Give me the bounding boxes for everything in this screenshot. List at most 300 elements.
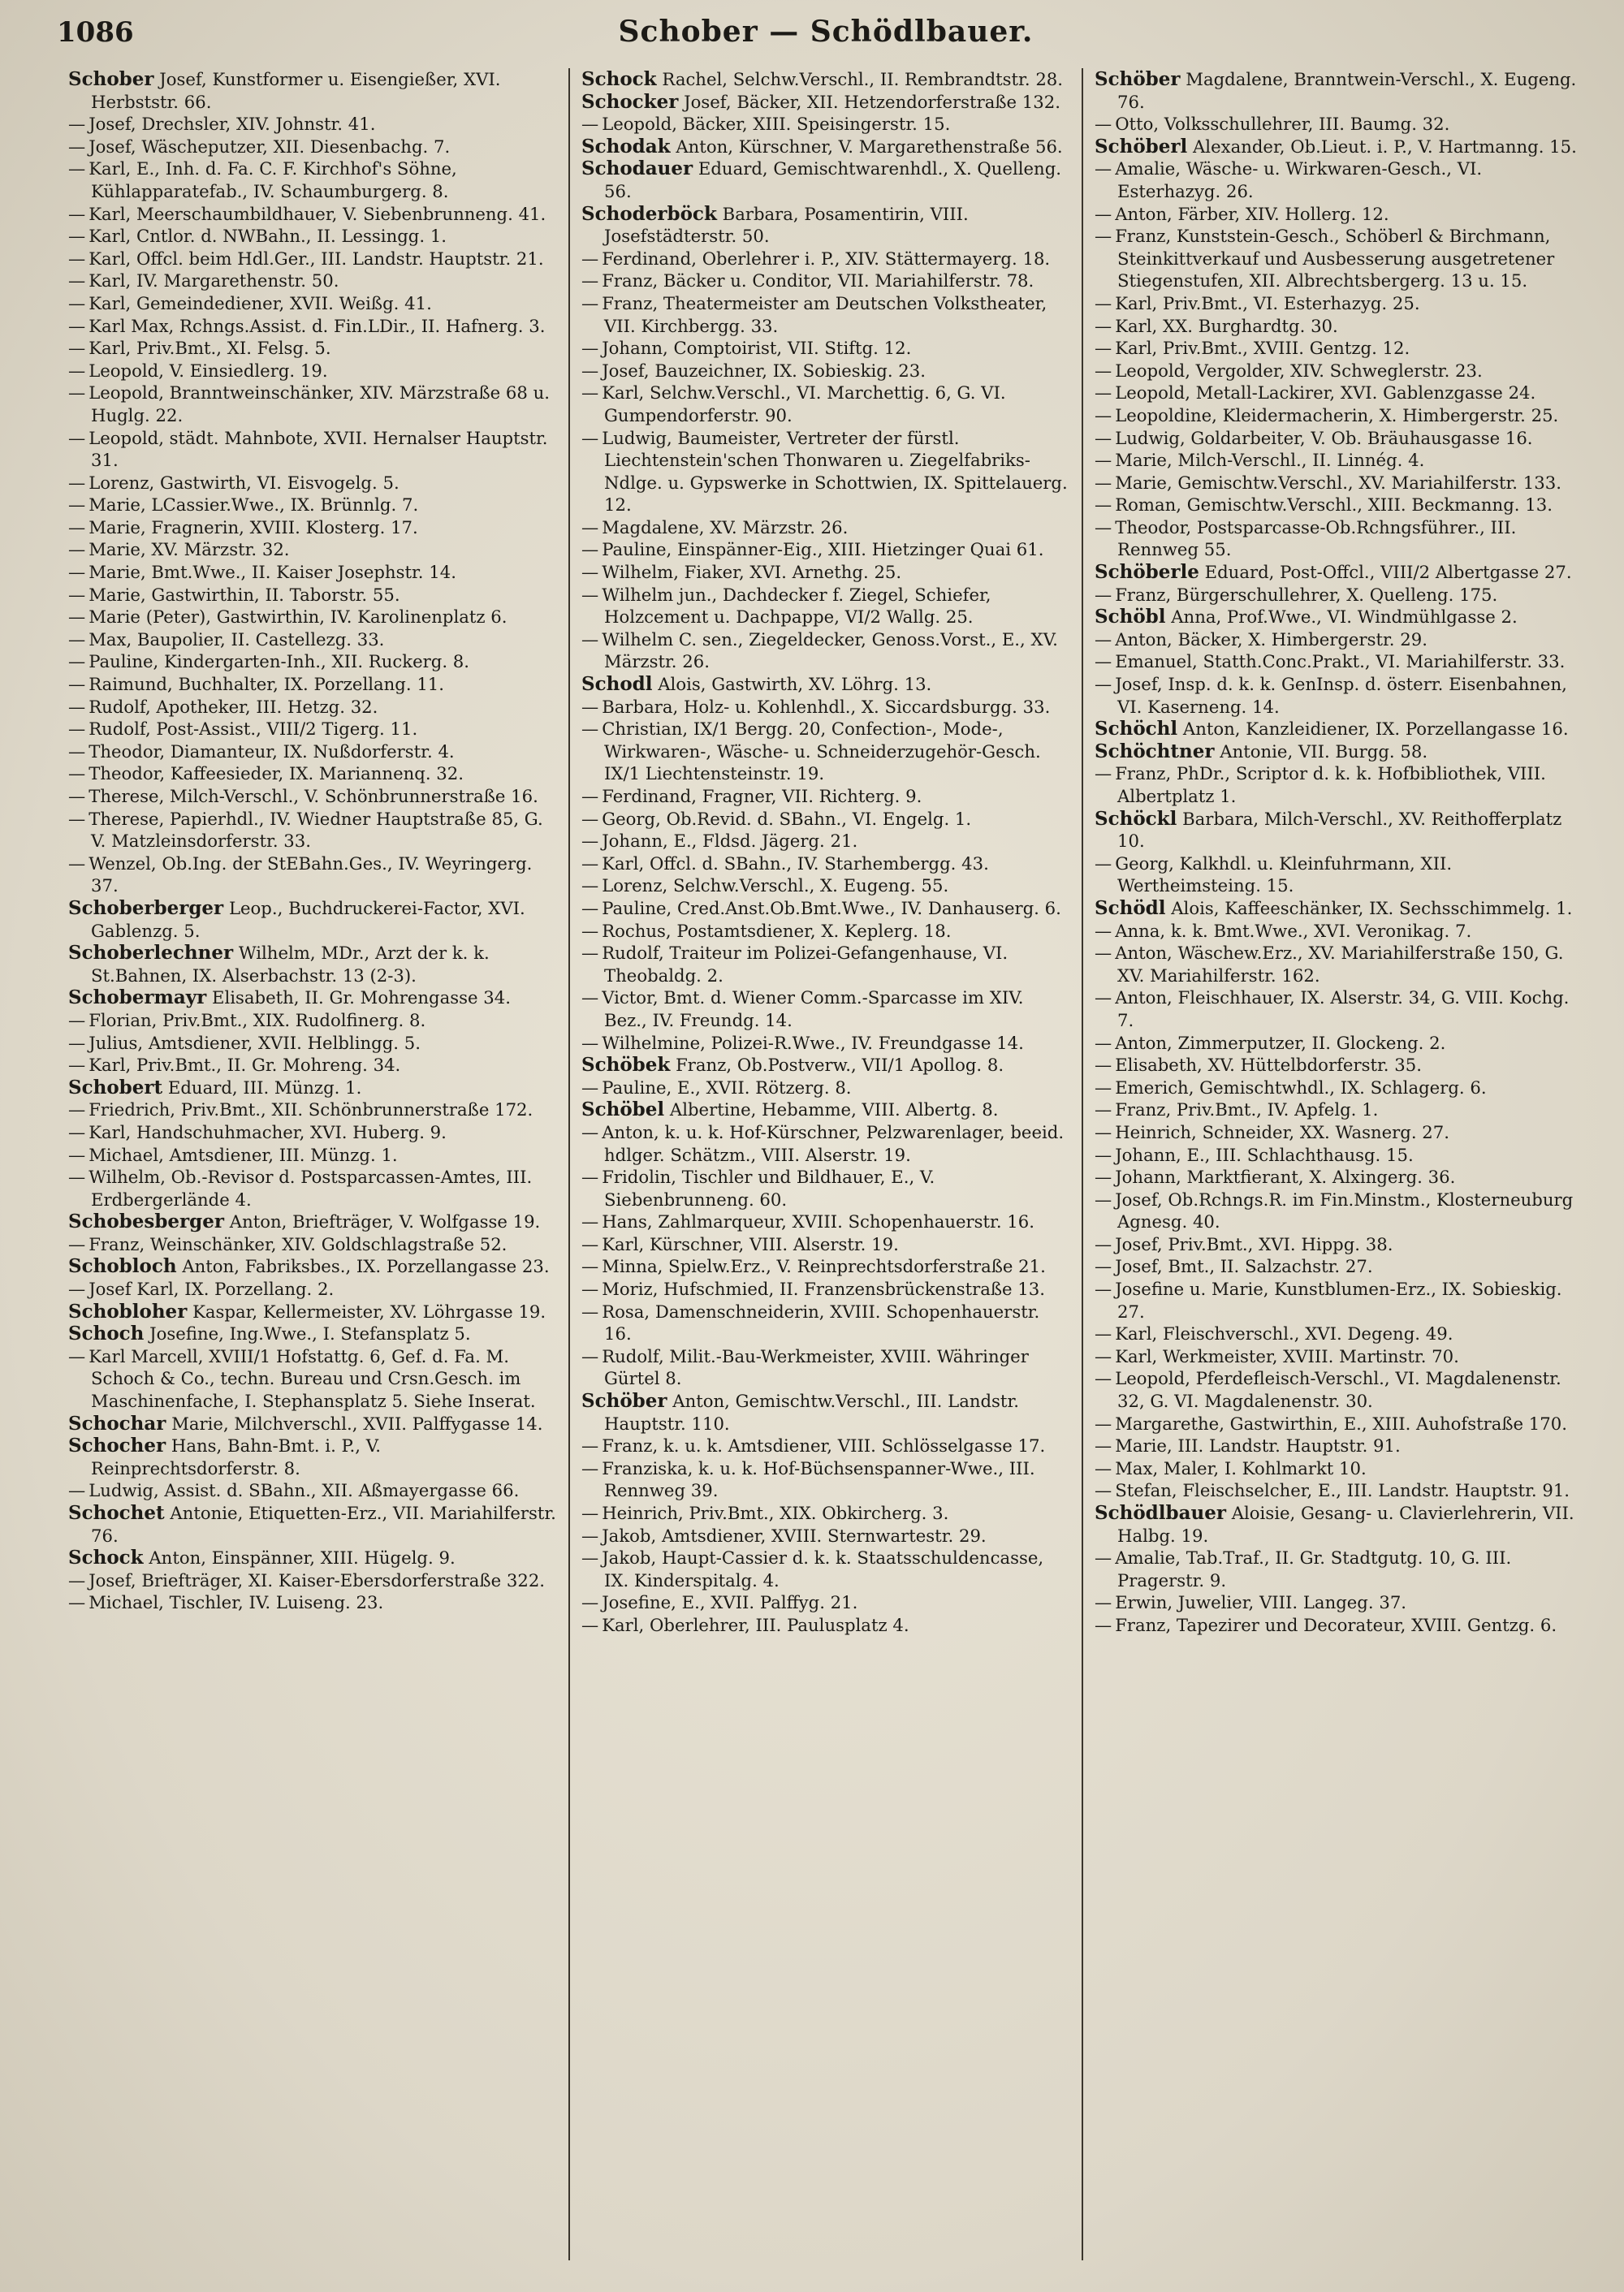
directory-entry	[68, 113, 557, 136]
entry-text: Rachel, Selchw.Verschl., II. Rembrandtstr. 28.	[662, 69, 1064, 89]
entry-dash: —	[581, 1233, 599, 1254]
directory-entry	[581, 248, 1070, 270]
entry-text: Lorenz, Gastwirth, VI. Eisvogelg. 5.	[89, 472, 400, 493]
entry-text: Karl, XX. Burghardtg. 30.	[1115, 315, 1338, 336]
directory-entry	[1095, 920, 1583, 943]
entry-dash: —	[68, 719, 86, 740]
entry-dash: —	[1095, 292, 1112, 313]
directory-entry	[1095, 113, 1583, 136]
entry-text: Wilhelm C. sen., Ziegeldecker, Genoss.Vorst., E., XV. Märzstr. 26.	[602, 628, 1058, 672]
entry-dash: —	[1095, 427, 1112, 448]
entry-dash: —	[1095, 651, 1112, 672]
entry-text: Raimund, Buchhalter, IX. Porzellang. 11.	[89, 674, 445, 695]
entry-text: Josef Karl, IX. Porzellang. 2.	[89, 1279, 335, 1300]
directory-entry	[1095, 673, 1583, 718]
column-2	[568, 68, 1082, 2260]
entry-dash: —	[1095, 1233, 1112, 1254]
entry-text: Marie, Bmt.Wwe., II. Kaiser Josephstr. 14.	[89, 562, 456, 583]
entry-surname: Schöber	[1095, 68, 1181, 90]
directory-entry	[68, 1569, 557, 1592]
directory-entry	[68, 606, 557, 628]
directory-entry	[68, 158, 557, 202]
entry-dash: —	[581, 114, 599, 135]
entry-dash: —	[581, 875, 599, 896]
entry-dash: —	[68, 248, 86, 269]
entry-dash: —	[1095, 674, 1112, 695]
directory-entry	[1095, 1614, 1583, 1637]
directory-entry	[68, 673, 557, 696]
entry-dash: —	[68, 1009, 86, 1030]
entry-text: Jakob, Haupt-Cassier d. k. k. Staatsschuldencasse, IX. Kinderspitalg. 4.	[602, 1547, 1044, 1591]
directory-entry	[68, 762, 557, 785]
directory-entry	[581, 1278, 1070, 1301]
entry-dash: —	[1095, 1368, 1112, 1389]
entry-dash: —	[581, 1345, 599, 1366]
entry-dash: —	[1095, 1077, 1112, 1098]
directory-entry	[1095, 897, 1583, 920]
entry-text: Elisabeth, XV. Hüttelbdorferstr. 35.	[1115, 1055, 1422, 1076]
entry-dash: —	[1095, 852, 1112, 874]
entry-surname: Schochet	[68, 1502, 165, 1524]
entry-dash: —	[1095, 472, 1112, 493]
entry-surname: Schöchl	[1095, 718, 1178, 740]
entry-dash: —	[1095, 1435, 1112, 1457]
entry-text: Karl, Kürschner, VIII. Alserstr. 19.	[602, 1233, 899, 1254]
column-3	[1082, 68, 1595, 2260]
entry-text: Leopoldine, Kleidermacherin, X. Himbergerstr. 25.	[1115, 404, 1559, 425]
entry-text: Alois, Kaffeeschänker, IX. Sechsschimmelg. 1.	[1171, 897, 1573, 918]
entry-dash: —	[581, 1121, 599, 1142]
entry-dash: —	[1095, 114, 1112, 135]
entry-text: Johann, Comptoirist, VII. Stiftg. 12.	[602, 338, 912, 359]
directory-entry	[68, 427, 557, 472]
entry-text: Karl, Priv.Bmt., XI. Felsg. 5.	[89, 338, 331, 359]
entry-text: Marie (Peter), Gastwirthin, IV. Karolinenplatz 6.	[89, 606, 508, 628]
entry-dash: —	[581, 1503, 599, 1523]
entry-dash: —	[1095, 1121, 1112, 1142]
directory-entry	[581, 1121, 1070, 1166]
entry-text: Ludwig, Assist. d. SBahn., XII. Aßmayergasse 66.	[89, 1480, 520, 1501]
entry-dash: —	[1095, 1099, 1112, 1120]
entry-text: Josef, Insp. d. k. k. GenInsp. d. österr. Eisenbahnen, VI. Kaserneng. 14.	[1115, 674, 1567, 717]
entry-dash: —	[581, 270, 599, 291]
entry-dash: —	[1095, 763, 1112, 784]
entry-text: Josef, Wäscheputzer, XII. Diesenbachg. 7.	[89, 136, 451, 157]
directory-entry	[68, 472, 557, 494]
entry-surname: Schoberlechner	[68, 942, 234, 965]
directory-entry	[581, 584, 1070, 628]
directory-entry	[581, 1591, 1070, 1614]
directory-entry	[1095, 1345, 1583, 1368]
directory-entry	[68, 650, 557, 673]
entry-text: Elisabeth, II. Gr. Mohrengasse 34.	[211, 987, 511, 1008]
entry-dash: —	[581, 628, 599, 650]
directory-entry	[581, 942, 1070, 986]
directory-entry	[68, 1099, 557, 1121]
entry-text: Ferdinand, Fragner, VII. Richterg. 9.	[602, 786, 922, 806]
directory-entry	[581, 830, 1070, 852]
directory-entry	[68, 270, 557, 292]
directory-entry	[1095, 1547, 1583, 1591]
entry-text: Florian, Priv.Bmt., XIX. Rudolfinerg. 8.	[89, 1009, 426, 1030]
entry-dash: —	[68, 808, 86, 829]
directory-entry	[68, 1255, 557, 1278]
entry-text: Heinrich, Priv.Bmt., XIX. Obkircherg. 3.	[602, 1503, 949, 1523]
directory-entry	[581, 874, 1070, 897]
entry-text: Julius, Amtsdiener, XVII. Helblingg. 5.	[89, 1032, 421, 1053]
directory-entry	[68, 785, 557, 808]
entry-dash: —	[68, 1480, 86, 1501]
entry-dash: —	[1095, 1256, 1112, 1277]
directory-entry	[581, 382, 1070, 426]
entry-dash: —	[1095, 1345, 1112, 1366]
directory-entry	[581, 628, 1070, 673]
entry-text: Moriz, Hufschmied, II. Franzensbrückenstraße 13.	[602, 1279, 1045, 1300]
directory-entry	[68, 136, 557, 158]
directory-entry	[68, 1323, 557, 1345]
entry-text: Josef, Bauzeichner, IX. Sobieskig. 23.	[602, 360, 926, 381]
entry-text: Karl, Fleischverschl., XVI. Degeng. 49.	[1115, 1323, 1453, 1345]
entry-dash: —	[68, 114, 86, 135]
entry-dash: —	[581, 719, 599, 740]
entry-dash: —	[1095, 1032, 1112, 1053]
entry-surname: Schöberle	[1095, 561, 1199, 584]
entry-dash: —	[581, 584, 599, 605]
directory-entry	[1095, 852, 1583, 897]
entry-text: Josef, Bäcker, XII. Hetzendorferstraße 132.	[684, 91, 1060, 112]
directory-entry	[581, 1301, 1070, 1345]
directory-entry	[1095, 1032, 1583, 1055]
entry-dash: —	[1095, 360, 1112, 381]
entry-dash: —	[581, 897, 599, 918]
entry-surname: Schochar	[68, 1412, 166, 1435]
entry-surname: Schobert	[68, 1076, 163, 1099]
directory-entry	[1095, 1233, 1583, 1256]
directory-entry	[1095, 382, 1583, 404]
entry-text: Anton, Briefträger, V. Wolfgasse 19.	[229, 1211, 541, 1232]
entry-surname: Schock	[581, 68, 657, 90]
directory-entry	[1095, 650, 1583, 673]
entry-dash: —	[581, 943, 599, 964]
entry-dash: —	[68, 1279, 86, 1300]
directory-entry	[581, 203, 1070, 248]
entry-text: Roman, Gemischtw.Verschl., XIII. Beckmanng. 13.	[1115, 494, 1553, 516]
directory-entry	[68, 1009, 557, 1032]
entry-dash: —	[68, 740, 86, 762]
entry-text: Amalie, Tab.Traf., II. Gr. Stadtgutg. 10, G. III. Pragerstr. 9.	[1115, 1547, 1512, 1591]
directory-entry	[68, 718, 557, 740]
entry-dash: —	[581, 1592, 599, 1613]
entry-dash: —	[68, 1345, 86, 1366]
directory-entry	[68, 1345, 557, 1413]
entry-dash: —	[581, 1032, 599, 1053]
entry-dash: —	[581, 516, 599, 537]
entry-text: Jakob, Amtsdiener, XVIII. Sternwartestr. 29.	[602, 1525, 987, 1546]
entry-dash: —	[581, 248, 599, 269]
directory-entry	[581, 1211, 1070, 1233]
entry-dash: —	[581, 1211, 599, 1232]
entry-dash: —	[1095, 1614, 1112, 1635]
directory-entry	[1095, 1054, 1583, 1077]
entry-text: Marie, XV. Märzstr. 32.	[89, 539, 290, 560]
directory-entry	[68, 315, 557, 338]
entry-dash: —	[1095, 1323, 1112, 1345]
directory-entry	[1095, 1502, 1583, 1547]
entry-text: Anton, Fleischhauer, IX. Alserstr. 34, G. VIII. Kochg. 7.	[1115, 987, 1570, 1030]
entry-dash: —	[581, 831, 599, 852]
entry-surname: Schöbl	[1095, 606, 1166, 628]
entry-text: Leopold, Branntweinschänker, XIV. Märzstraße 68 u. Huglg. 22.	[89, 382, 551, 425]
entry-text: Wilhelm jun., Dachdecker f. Ziegel, Schiefer, Holzcement u. Dachpappe, VI/2 Wallg. 25.	[602, 584, 991, 628]
entry-text: Franz, Bürgerschullehrer, X. Quelleng. 175.	[1115, 584, 1498, 605]
entry-text: Alexander, Ob.Lieut. i. P., V. Hartmanng. 15.	[1193, 136, 1577, 157]
directory-entry	[581, 785, 1070, 808]
directory-entry	[581, 360, 1070, 382]
entry-dash: —	[68, 292, 86, 313]
directory-entry	[1095, 472, 1583, 494]
entry-text: Johann, E., Fldsd. Jägerg. 21.	[602, 831, 858, 852]
entry-dash: —	[1095, 226, 1112, 247]
entry-dash: —	[581, 1279, 599, 1300]
entry-surname: Schöchtner	[1095, 740, 1215, 762]
directory-entry	[68, 561, 557, 584]
directory-entry	[1095, 1435, 1583, 1457]
entry-text: Josefine, E., XVII. Palffyg. 21.	[602, 1592, 858, 1613]
directory-entry	[1095, 1121, 1583, 1144]
directory-entry	[1095, 1189, 1583, 1233]
entry-text: Leopold, städt. Mahnbote, XVII. Hernalser Hauptstr. 31.	[89, 427, 548, 471]
entry-text: Karl, Oberlehrer, III. Paulusplatz 4.	[602, 1614, 909, 1635]
entry-dash: —	[1095, 1167, 1112, 1188]
entry-text: Amalie, Wäsche- u. Wirkwaren-Gesch., VI. Esterhazyg. 26.	[1115, 158, 1483, 201]
entry-dash: —	[68, 472, 86, 493]
directory-entry	[68, 1278, 557, 1301]
entry-dash: —	[68, 158, 86, 179]
entry-surname: Schöckl	[1095, 807, 1177, 830]
entry-dash: —	[581, 852, 599, 874]
directory-entry	[581, 808, 1070, 831]
entry-surname: Schodl	[581, 673, 653, 696]
directory-entry	[1095, 1077, 1583, 1099]
entry-text: Margarethe, Gastwirthin, E., XIII. Auhofstraße 170.	[1115, 1413, 1567, 1434]
entry-surname: Schödlbauer	[1095, 1502, 1226, 1524]
directory-entry	[581, 1032, 1070, 1055]
directory-entry	[581, 68, 1070, 91]
directory-entry	[1095, 225, 1583, 292]
entry-text: Minna, Spielw.Erz., V. Reinprechtsdorferstraße 21.	[602, 1256, 1046, 1277]
entry-surname: Schöberl	[1095, 135, 1188, 158]
entry-dash: —	[1095, 987, 1112, 1008]
directory-entry	[68, 337, 557, 360]
directory-entry	[1095, 628, 1583, 651]
entry-text: Ludwig, Goldarbeiter, V. Ob. Bräuhausgasse 16.	[1115, 427, 1533, 448]
entry-dash: —	[68, 494, 86, 516]
entry-text: Georg, Ob.Revid. d. SBahn., VI. Engelg. 1.	[602, 808, 972, 829]
directory-entry	[581, 1054, 1070, 1077]
entry-text: Albertine, Hebamme, VIII. Albertg. 8.	[669, 1099, 999, 1120]
entry-dash: —	[68, 338, 86, 359]
entry-text: Wilhelmine, Polizei-R.Wwe., IV. Freundgasse 14.	[602, 1032, 1024, 1053]
directory-entry	[581, 1525, 1070, 1547]
entry-text: Josef, Ob.Rchngs.R. im Fin.Minstm., Klosterneuburg Agnesg. 40.	[1115, 1189, 1574, 1232]
entry-text: Marie, Milch-Verschl., II. Linnég. 4.	[1115, 450, 1425, 471]
directory-entry	[581, 1502, 1070, 1525]
directory-entry	[1095, 1457, 1583, 1480]
entry-dash: —	[1095, 1547, 1112, 1569]
entry-dash: —	[1095, 516, 1112, 537]
directory-entry	[1095, 1166, 1583, 1189]
entry-dash: —	[68, 763, 86, 784]
entry-text: Pauline, Cred.Anst.Ob.Bmt.Wwe., IV. Danhauserg. 6.	[602, 897, 1061, 918]
directory-entry	[1095, 1099, 1583, 1121]
directory-entry	[68, 1591, 557, 1614]
entry-text: Marie, Fragnerin, XVIII. Klosterg. 17.	[89, 516, 418, 537]
entry-surname: Schoberberger	[68, 896, 224, 919]
entry-text: Erwin, Juwelier, VIII. Langeg. 37.	[1115, 1592, 1407, 1613]
entry-text: Josef, Kunstformer u. Eisengießer, XVI. Herbststr. 66.	[91, 69, 501, 112]
entry-dash: —	[68, 315, 86, 336]
directory-entry	[581, 136, 1070, 158]
column-1	[57, 68, 568, 2260]
entry-text: Leopold, Pferdefleisch-Verschl., VI. Magdalenenstr. 32, G. VI. Magdalenenstr. 30.	[1115, 1368, 1561, 1412]
directory-entry	[581, 516, 1070, 539]
entry-text: Anton, Zimmerputzer, II. Glockeng. 2.	[1115, 1032, 1446, 1053]
entry-text: Anton, k. u. k. Hof-Kürschner, Pelzwarenlager, beeid. hdlger. Schätzm., VIII. Alserstr. 19.	[602, 1121, 1065, 1165]
entry-dash: —	[581, 1547, 599, 1569]
entry-dash: —	[68, 203, 86, 224]
directory-entry	[581, 292, 1070, 337]
entry-surname: Schoderböck	[581, 202, 717, 225]
entry-dash: —	[581, 1614, 599, 1635]
directory-entry	[1095, 762, 1583, 807]
entry-dash: —	[581, 292, 599, 313]
entry-text: Marie, LCassier.Wwe., IX. Brünnlg. 7.	[89, 494, 419, 516]
entry-text: Emanuel, Statth.Conc.Prakt., VI. Mariahilferstr. 33.	[1115, 651, 1566, 672]
directory-entry	[68, 538, 557, 561]
entry-surname: Schocher	[68, 1435, 166, 1457]
directory-entry	[1095, 203, 1583, 226]
directory-entry	[581, 1614, 1070, 1637]
directory-entry	[68, 897, 557, 942]
directory-entry	[68, 942, 557, 986]
entry-text: Franz, Theatermeister am Deutschen Volkstheater, VII. Kirchbergg. 33.	[602, 292, 1047, 336]
entry-text: Franz, Tapezirer und Decorateur, XVIII. Gentzg. 6.	[1115, 1614, 1557, 1635]
entry-text: Eduard, Post-Offcl., VIII/2 Albertgasse 27.	[1204, 562, 1572, 583]
entry-text: Barbara, Posamentirin, VIII. Josefstädterstr. 50.	[604, 203, 969, 247]
directory-entry	[581, 158, 1070, 202]
entry-text: Max, Baupolier, II. Castellezg. 33.	[89, 628, 385, 650]
entry-dash: —	[68, 628, 86, 650]
entry-surname: Schoch	[68, 1323, 145, 1345]
entry-text: Josef, Bmt., II. Salzachstr. 27.	[1115, 1256, 1373, 1277]
entry-surname: Schodauer	[581, 158, 693, 180]
entry-surname: Schödl	[1095, 896, 1166, 919]
entry-text: Wilhelm, MDr., Arzt der k. k. St.Bahnen, IX. Alserbachstr. 13 (2-3).	[91, 943, 490, 986]
entry-dash: —	[68, 562, 86, 583]
directory-entry	[1095, 292, 1583, 315]
entry-dash: —	[68, 226, 86, 247]
entry-dash: —	[581, 539, 599, 560]
directory-entry	[1095, 1255, 1583, 1278]
entry-text: Barbara, Milch-Verschl., XV. Reithofferplatz 10.	[1117, 808, 1562, 852]
entry-text: Karl, Werkmeister, XVIII. Martinstr. 70.	[1115, 1345, 1459, 1366]
entry-dash: —	[68, 360, 86, 381]
entry-dash: —	[1095, 1592, 1112, 1613]
entry-text: Kaspar, Kellermeister, XV. Löhrgasse 19.	[192, 1301, 546, 1322]
entry-text: Josefine u. Marie, Kunstblumen-Erz., IX. Sobieskig. 27.	[1115, 1279, 1562, 1322]
entry-text: Karl, IV. Margarethenstr. 50.	[89, 270, 339, 291]
entry-dash: —	[1095, 1189, 1112, 1210]
directory-entry	[68, 584, 557, 606]
entry-text: Rudolf, Apotheker, III. Hetzg. 32.	[89, 696, 378, 717]
entry-dash: —	[68, 1233, 86, 1254]
directory-entry	[1095, 1367, 1583, 1412]
entry-text: Anton, Einspänner, XIII. Hügelg. 9.	[149, 1547, 456, 1569]
entry-dash: —	[68, 786, 86, 806]
entry-dash: —	[1095, 920, 1112, 941]
entry-text: Stefan, Fleischselcher, E., III. Landstr. Hauptstr. 91.	[1115, 1480, 1570, 1501]
directory-entry	[68, 203, 557, 226]
entry-dash: —	[68, 136, 86, 157]
directory-entry	[68, 1032, 557, 1055]
entry-dash: —	[1095, 628, 1112, 650]
directory-entry	[68, 1547, 557, 1569]
entry-dash: —	[1095, 450, 1112, 471]
entry-dash: —	[581, 360, 599, 381]
entry-text: Anton, Fabriksbes., IX. Porzellangasse 23.	[182, 1256, 550, 1277]
entry-text: Anna, k. k. Bmt.Wwe., XVI. Veronikag. 7.	[1115, 920, 1472, 941]
entry-dash: —	[1095, 338, 1112, 359]
entry-dash: —	[1095, 382, 1112, 404]
columns	[57, 68, 1595, 2260]
entry-text: Marie, Gastwirthin, II. Taborstr. 55.	[89, 584, 400, 605]
directory-entry	[68, 382, 557, 426]
entry-dash: —	[581, 1167, 599, 1188]
entry-dash: —	[581, 1301, 599, 1322]
entry-dash: —	[68, 1569, 86, 1591]
entry-text: Victor, Bmt. d. Wiener Comm.-Sparcasse im XIV. Bez., IV. Freundg. 14.	[602, 987, 1024, 1030]
directory-entry	[68, 1233, 557, 1256]
entry-dash: —	[68, 516, 86, 537]
entry-text: Anton, Kanzleidiener, IX. Porzellangasse 16.	[1182, 719, 1569, 740]
entry-dash: —	[1095, 203, 1112, 224]
entry-text: Antonie, Etiquetten-Erz., VII. Mariahilferstr. 76.	[91, 1503, 556, 1546]
entry-text: Karl, Cntlor. d. NWBahn., II. Lessingg. 1.	[89, 226, 447, 247]
entry-text: Eduard, III. Münzg. 1.	[167, 1077, 362, 1098]
directory-entry	[1095, 1278, 1583, 1323]
entry-text: Anton, Bäcker, X. Himbergerstr. 29.	[1115, 628, 1427, 650]
entry-dash: —	[1095, 584, 1112, 605]
directory-entry	[1095, 718, 1583, 740]
directory-entry	[581, 1233, 1070, 1256]
entry-text: Magdalene, Branntwein-Verschl., X. Eugeng. 76.	[1117, 69, 1577, 112]
entry-dash: —	[581, 427, 599, 448]
entry-text: Anton, Wäschew.Erz., XV. Mariahilferstraße 150, G. XV. Mariahilferstr. 162.	[1115, 943, 1564, 986]
directory-entry	[68, 986, 557, 1009]
entry-text: Karl, Priv.Bmt., XVIII. Gentzg. 12.	[1115, 338, 1410, 359]
entry-text: Karl Max, Rchngs.Assist. d. Fin.LDir., II. Hafnerg. 3.	[89, 315, 546, 336]
directory-entry	[581, 91, 1070, 114]
entry-text: Pauline, Kindergarten-Inh., XII. Ruckerg. 8.	[89, 651, 470, 672]
directory-entry	[1095, 1479, 1583, 1502]
entry-text: Marie, III. Landstr. Hauptstr. 91.	[1115, 1435, 1401, 1457]
directory-entry	[581, 897, 1070, 920]
entry-text: Karl Marcell, XVIII/1 Hofstattg. 6, Gef. d. Fa. M. Schoch & Co., techn. Bureau und Crsn.Gesch. im Maschinenfache, I. Stephansplatz 5. Siehe Inserat.	[89, 1345, 536, 1412]
entry-text: Karl, Selchw.Verschl., VI. Marchettig. 6, G. VI. Gumpendorferstr. 90.	[602, 382, 1006, 425]
entry-text: Marie, Milchverschl., XVII. Palffygasse 14.	[171, 1413, 543, 1434]
entry-surname: Schöber	[581, 1390, 667, 1413]
entry-dash: —	[1095, 1055, 1112, 1076]
